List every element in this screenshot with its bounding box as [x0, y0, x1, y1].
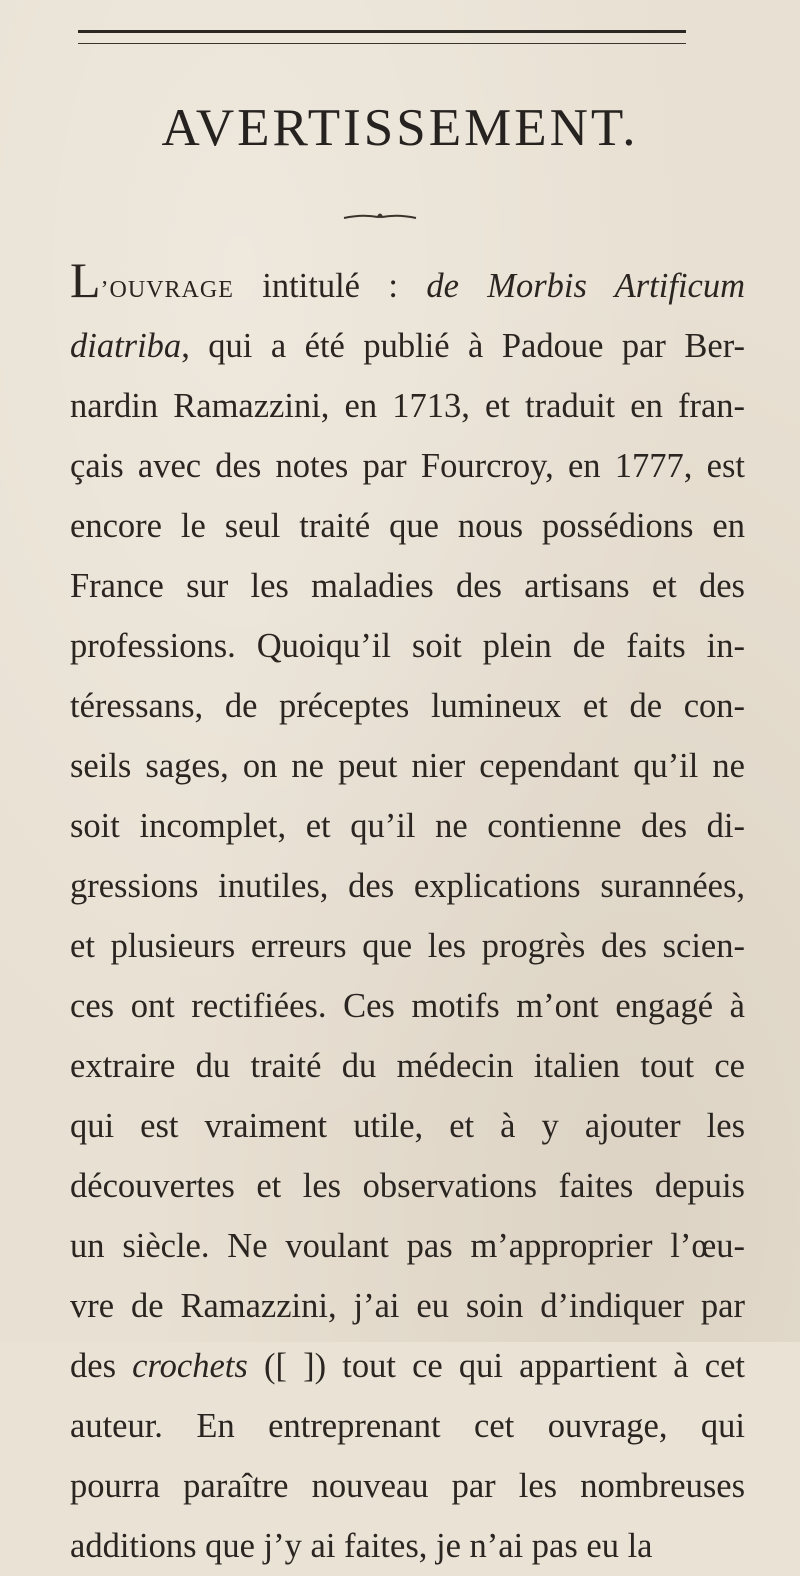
text-span: France sur les maladies des artisans et des [70, 567, 745, 605]
text-line [70, 1456, 745, 1516]
text-line [70, 1216, 745, 1276]
text-span: L [70, 252, 101, 308]
text-span: des [70, 1347, 133, 1385]
text-span: ces ont rectifiées. Ces motifs m’ont engagé à [70, 987, 745, 1025]
text-line [70, 856, 745, 916]
text-line [70, 736, 745, 796]
text-span: pourra paraître nouveau par les nombreuses [70, 1467, 745, 1505]
text-line [70, 436, 745, 496]
text-span: encore le seul traité que nous possédions en [70, 507, 745, 545]
body-text [70, 252, 746, 1576]
text-span: intitulé : [233, 267, 427, 305]
text-span: découvertes et les observations faites depuis [70, 1167, 745, 1205]
text-span: professions. Quoiqu’il soit plein de faits in- [70, 627, 745, 665]
text-line [70, 1336, 745, 1396]
text-span: gressions inutiles, des explications surannées, [70, 867, 745, 905]
text-line [70, 796, 745, 856]
text-span: téressans, de préceptes lumineux et de con- [70, 687, 745, 725]
text-span: seils sages, on ne peut nier cependant qu’il ne [70, 747, 745, 785]
text-span: de Morbis Artificum [426, 267, 746, 305]
text-span: et plusieurs erreurs que les progrès des scien- [70, 927, 745, 965]
text-line [70, 616, 745, 676]
text-line [70, 1096, 745, 1156]
text-span: ([ ]) tout ce qui appartient à cet [247, 1347, 745, 1385]
ornament-divider [342, 210, 418, 224]
text-span: vre de Ramazzini, j’ai eu soin d’indiquer par [70, 1287, 745, 1325]
text-line [70, 976, 745, 1036]
text-span: crochets [132, 1347, 248, 1385]
text-span: auteur. En entreprenant cet ouvrage, qui [70, 1407, 745, 1445]
text-span: soit incomplet, et qu’il ne contienne des di- [70, 807, 745, 845]
top-rule-thick [78, 30, 686, 33]
text-line [70, 1516, 745, 1576]
text-line [70, 676, 745, 736]
text-line [70, 252, 746, 316]
text-line [70, 556, 745, 616]
top-rule-thin [78, 43, 686, 44]
text-line [70, 916, 745, 976]
text-line [70, 1396, 745, 1456]
text-line [70, 1156, 745, 1216]
text-line [70, 1036, 745, 1096]
text-span: nardin Ramazzini, en 1713, et traduit en fran- [70, 387, 745, 425]
text-line [70, 376, 745, 436]
text-span: un siècle. Ne voulant pas m’approprier l’œu- [70, 1227, 745, 1265]
text-span: qui est vraiment utile, et à y ajouter les [70, 1107, 745, 1145]
page-title: AVERTISSEMENT. [161, 99, 639, 157]
text-span: additions que j’y ai faites, je n’ai pas eu la [70, 1527, 653, 1565]
text-span: çais avec des notes par Fourcroy, en 1777, est [70, 447, 745, 485]
text-span: , qui a été publié à Padoue par Ber- [181, 327, 745, 365]
text-line [70, 1276, 745, 1336]
text-span: ’OUVRAGE [100, 277, 234, 303]
text-line [70, 496, 745, 556]
text-span: extraire du traité du médecin italien tout ce [70, 1047, 745, 1085]
text-line [70, 316, 745, 376]
text-span: diatriba [70, 327, 182, 365]
